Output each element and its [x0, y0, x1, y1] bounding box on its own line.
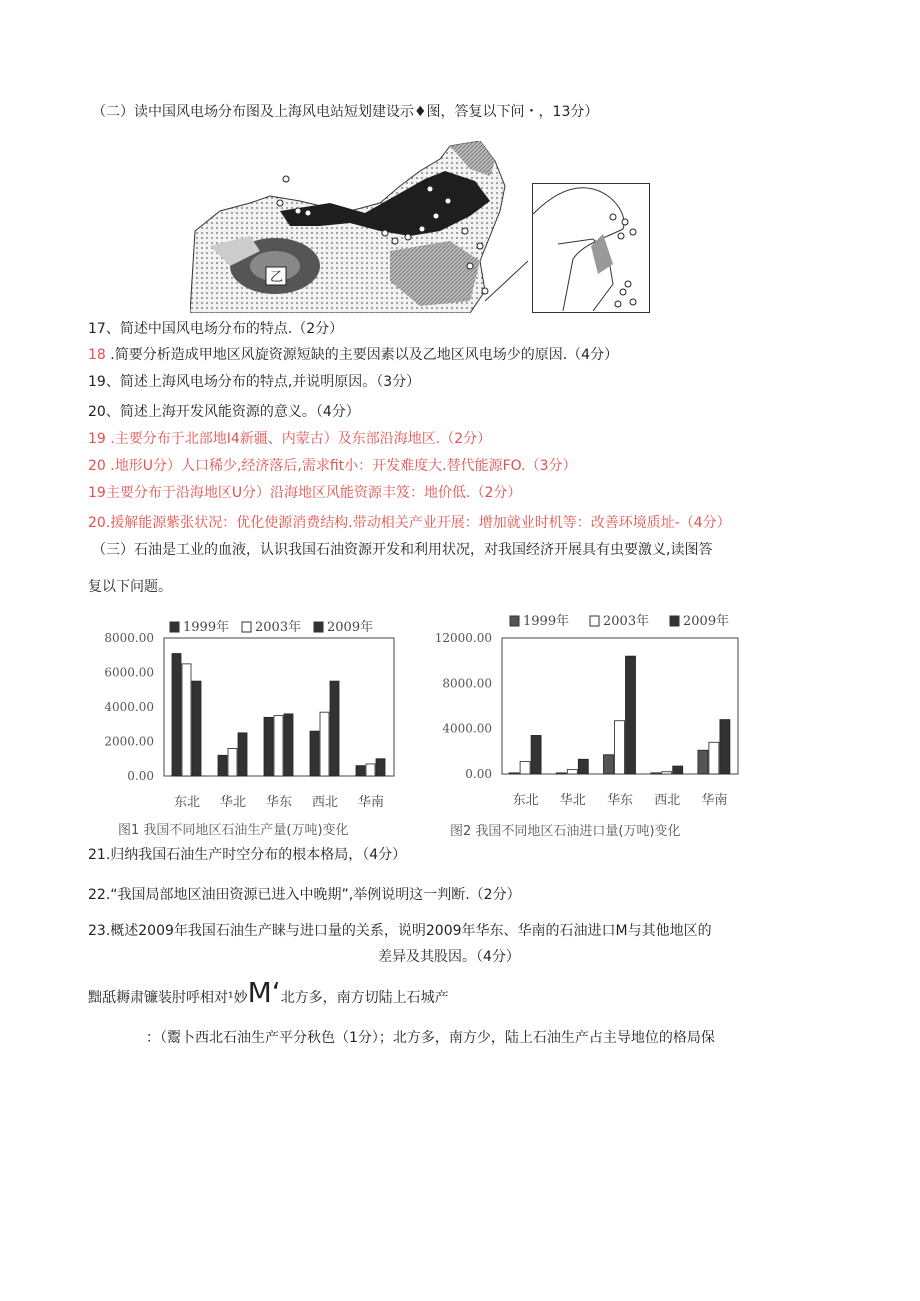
- y-tick-label: 12000.00: [434, 631, 492, 645]
- bar-2009年: [578, 759, 588, 774]
- section3-intro-line1: （三）石油是工业的血液，认识我国石油资源开发和利用状况，对我国经济开展具有虫要激义,读图答: [92, 542, 713, 558]
- legend-swatch: [170, 622, 179, 632]
- x-tick-label: 西北: [311, 795, 339, 810]
- china-wind-map: [190, 141, 528, 313]
- x-tick-label: 华南: [701, 793, 728, 808]
- question-18-number: 18: [88, 347, 106, 363]
- bar-1999年: [698, 750, 708, 774]
- x-tick-label: 华北: [559, 793, 586, 808]
- y-tick-label: 0.00: [465, 767, 492, 781]
- legend-swatch: [590, 616, 599, 626]
- bar-2003年: [615, 721, 625, 774]
- bar-1999年: [264, 717, 273, 776]
- bar-2009年: [720, 720, 730, 774]
- question-18-text: .简要分析造成甲地区风旋资源短缺的主要因素以及乙地区风电场少的原因.（4分）: [105, 347, 619, 363]
- bar-1999年: [651, 773, 661, 774]
- x-tick-label: 东北: [173, 795, 201, 810]
- chart-title: 图2 我国不同地区石油进口量(万吨)变化: [450, 824, 681, 839]
- legend-label: 2003年: [255, 620, 302, 635]
- bar-2009年: [284, 714, 293, 776]
- bar-1999年: [556, 773, 566, 774]
- y-tick-label: 8000.00: [442, 676, 492, 691]
- shanghai-inset-map: [532, 183, 650, 313]
- legend-label: 2009年: [327, 620, 374, 635]
- legend-label: 2003年: [603, 614, 650, 629]
- answer-line1-b: 北方多，南方切陆上石城产: [280, 990, 449, 1006]
- bar-2009年: [531, 735, 541, 774]
- legend-swatch: [242, 622, 251, 632]
- bar-2009年: [238, 733, 247, 776]
- chart-title: 图1 我国不同地区石油生产量(万吨)变化: [118, 823, 349, 838]
- y-tick-label: 4000.00: [442, 721, 492, 736]
- bar-1999年: [218, 755, 227, 776]
- bar-2003年: [366, 764, 375, 776]
- x-tick-label: 西北: [654, 793, 681, 808]
- x-tick-label: 华南: [357, 795, 385, 810]
- chart-2: [420, 600, 750, 842]
- legend-swatch: [670, 616, 679, 626]
- bar-2003年: [320, 712, 329, 776]
- section2-intro: （二）读中国风电场分布图及上海风电站短划建设示♦图，答复以下问・，13分）: [92, 104, 599, 120]
- bar-2003年: [662, 772, 672, 774]
- bar-2003年: [520, 762, 530, 774]
- x-tick-label: 华北: [219, 795, 247, 810]
- answer-line1-big: M‘: [247, 976, 281, 1009]
- answer-19b: 19主要分布于沿海地区U分）沿海地区风能资源丰笈：地价低.（2分）: [88, 485, 522, 501]
- bar-2009年: [673, 766, 683, 774]
- question-17: 17、简述中国风电场分布的特点.（2分）: [88, 321, 344, 337]
- answer-line2: ：（鬻卜西北石油生产平分秋色（1分）；北方多，南方少，陆上石油生产占主导地位的格局保: [146, 1030, 715, 1046]
- section3-intro-line2: 复以下问题。: [88, 579, 172, 595]
- answer-line1-a: 黜舐耨肃镰装肘呼相对¹妙: [88, 990, 248, 1006]
- question-21: 21.归纳我国石油生产时空分布的根本格局，（4分）: [88, 847, 407, 863]
- question-23-line1: 23.概述2009年我国石油生产睐与进口量的关系，说明2009年华东、华南的石油进口M与其他地区的: [88, 923, 712, 939]
- x-tick-label: 东北: [512, 793, 539, 808]
- bar-2009年: [192, 681, 201, 776]
- y-tick-label: 0.00: [127, 769, 154, 783]
- bar-2009年: [376, 759, 385, 776]
- y-tick-label: 6000.00: [104, 665, 154, 680]
- question-20: 20、简述上海开发风能资源的意义。（4分）: [88, 404, 360, 420]
- map-label-yi: 乙: [270, 270, 284, 285]
- bar-1999年: [509, 773, 519, 774]
- bar-2003年: [228, 748, 237, 776]
- bar-2003年: [709, 742, 719, 774]
- question-22: 22.“我国局部地区油田资源已进入中晚期”,举例说明这一判断.（2分）: [88, 887, 521, 903]
- bar-1999年: [310, 731, 319, 776]
- bar-2003年: [274, 716, 283, 776]
- legend-label: 1999年: [183, 620, 230, 635]
- legend-swatch: [314, 622, 323, 632]
- x-tick-label: 华东: [606, 793, 634, 808]
- chart-1: [92, 606, 410, 842]
- bar-2009年: [626, 656, 636, 774]
- question-23-line2: 差异及其股因。（4分）: [378, 949, 520, 965]
- answer-20b: 20.援解能源紫张状况：优化使源消费结构.带动相关产业开展：增加就业时机等：改善环境质址-（4分）: [88, 515, 731, 531]
- question-18: [88, 346, 618, 364]
- answer-line1: [88, 976, 449, 1011]
- legend-label: 1999年: [523, 614, 570, 629]
- x-tick-label: 华东: [265, 795, 293, 810]
- bar-1999年: [172, 654, 181, 776]
- y-tick-label: 2000.00: [104, 734, 154, 749]
- bar-1999年: [356, 766, 365, 776]
- bar-2009年: [330, 681, 339, 776]
- y-tick-label: 4000.00: [104, 700, 154, 714]
- legend-swatch: [510, 616, 519, 626]
- y-tick-label: 8000.00: [104, 631, 154, 645]
- bar-2003年: [567, 769, 577, 774]
- legend-label: 2009年: [683, 614, 730, 629]
- answer-19: 19 .主要分布于北部地I4新疆、内蒙古）及东部沿海地区.（2分）: [88, 431, 492, 447]
- question-19: 19、简述上海风电场分布的特点,并说明原因。（3分）: [88, 374, 421, 390]
- bar-2003年: [182, 664, 191, 776]
- answer-20: 20 .地形U分）人口稀少,经济落后,需求fit小：开发难度大.替代能源FO.（3分）: [88, 458, 577, 474]
- bar-1999年: [604, 755, 614, 774]
